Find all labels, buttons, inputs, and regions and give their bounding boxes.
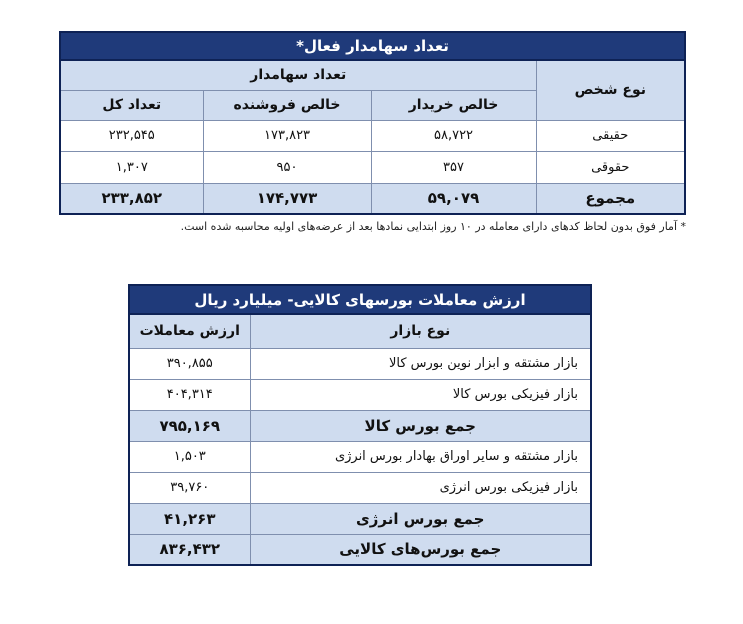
market-sum-cell: جمع بورس‌های کالایی	[250, 534, 591, 565]
net-seller-header: خالص فروشنده	[203, 90, 371, 120]
market-type-header: نوع بازار	[250, 314, 591, 348]
total-count-header: تعداد کل	[60, 90, 203, 120]
sum-row	[60, 183, 685, 214]
value-sum-cell: ۷۹۵,۱۶۹	[129, 410, 250, 441]
sum-row	[129, 503, 591, 534]
market-cell: بازار مشتقه و ابزار نوین بورس کالا	[250, 348, 591, 379]
value-cell: ۳۹۰,۸۵۵	[129, 348, 250, 379]
trade-value-header: ارزش معاملات	[129, 314, 250, 348]
value-sum-cell: ۴۱,۲۶۳	[129, 503, 250, 534]
sum-total: ۲۳۳,۸۵۲	[60, 183, 203, 214]
sum-row	[129, 410, 591, 441]
total-cell: ۱,۳۰۷	[60, 151, 203, 183]
total-cell: ۲۳۲,۵۴۵	[60, 120, 203, 151]
person-type-cell: حقوقی	[536, 151, 685, 183]
table-row	[129, 441, 591, 472]
market-sum-cell: جمع بورس کالا	[250, 410, 591, 441]
shareholder-count-header: تعداد سهامدار	[60, 60, 536, 90]
sum-seller: ۱۷۴,۷۷۳	[203, 183, 371, 214]
market-cell: بازار مشتقه و سایر اوراق بهادار بورس انرژی	[250, 441, 591, 472]
market-sum-cell: جمع بورس انرژی	[250, 503, 591, 534]
net-seller-cell: ۹۵۰	[203, 151, 371, 183]
table-row	[129, 472, 591, 503]
person-type-header: نوع شخص	[536, 60, 685, 120]
market-cell: بازار فیزیکی بورس کالا	[250, 379, 591, 410]
net-seller-cell: ۱۷۳,۸۲۳	[203, 120, 371, 151]
table-row	[60, 120, 685, 151]
table-row	[60, 151, 685, 183]
net-buyer-cell: ۵۸,۷۲۲	[371, 120, 536, 151]
net-buyer-header: خالص خریدار	[371, 90, 536, 120]
sum-label: مجموع	[536, 183, 685, 214]
active-shareholders-table	[59, 31, 686, 215]
value-cell: ۳۹,۷۶۰	[129, 472, 250, 503]
person-type-cell: حقیقی	[536, 120, 685, 151]
value-sum-cell: ۸۳۶,۴۳۲	[129, 534, 250, 565]
commodity-exchange-table	[128, 284, 592, 566]
table-row	[129, 379, 591, 410]
market-cell: بازار فیزیکی بورس انرژی	[250, 472, 591, 503]
footnote: * آمار فوق بدون لحاظ کدهای دارای معامله در ۱۰ روز ابتدایی نمادها بعد از عرضه‌های اولیه محاسبه شده است.	[180, 220, 686, 233]
sum-row	[129, 534, 591, 565]
value-cell: ۱,۵۰۳	[129, 441, 250, 472]
table1-title: تعداد سهامدار فعال*	[60, 32, 685, 60]
net-buyer-cell: ۳۵۷	[371, 151, 536, 183]
sum-buyer: ۵۹,۰۷۹	[371, 183, 536, 214]
table-row	[129, 348, 591, 379]
value-cell: ۴۰۴,۳۱۴	[129, 379, 250, 410]
table2-title: ارزش معاملات بورسهای کالایی- میلیارد ریال	[129, 285, 591, 314]
